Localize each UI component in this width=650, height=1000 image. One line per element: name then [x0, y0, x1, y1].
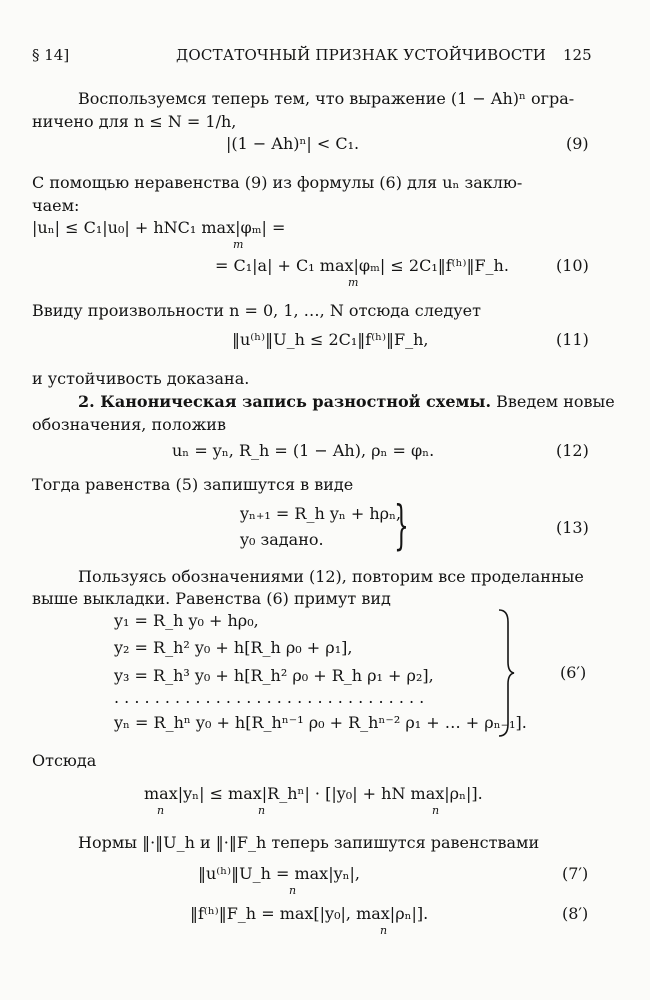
paragraph-line: ничено для n ≤ N = 1/h, [32, 112, 237, 131]
paragraph-line: Воспользуемся теперь тем, что выражение (1 − Ah)ⁿ огра- [78, 89, 575, 108]
right-brace: } [394, 496, 409, 556]
equation-6p-line: y₂ = R_h² y₀ + h[R_h ρ₀ + ρ₁], [114, 638, 353, 657]
max-subscript: n [289, 884, 297, 897]
right-brace [496, 608, 516, 738]
ellipsis-row: . . . . . . . . . . . . . . . . . . . . . . . . . . . . . . . [114, 688, 425, 707]
equation-label: (13) [556, 518, 589, 537]
paragraph-line: С помощью неравенства (9) из формулы (6) для uₙ заклю- [32, 173, 523, 192]
section-number: § 14] [32, 46, 70, 64]
equation-label: (12) [556, 441, 589, 460]
equation-10-line2: = C₁|a| + C₁ max|φₘ| ≤ 2C₁‖f⁽ʰ⁾‖F_h. [215, 256, 509, 275]
equation-6p-line: y₃ = R_h³ y₀ + h[R_h² ρ₀ + R_h ρ₁ + ρ₂], [114, 666, 434, 685]
max-subscript: n [258, 804, 266, 817]
paragraph-line: Ввиду произвольности n = 0, 1, …, N отсюда следует [32, 301, 481, 320]
equation-13-line2: y₀ задано. [240, 530, 324, 549]
equation-label: (6′) [560, 663, 587, 682]
paragraph-line: Отсюда [32, 751, 97, 770]
subsection-heading: 2. Каноническая запись разностной схемы. [78, 392, 492, 411]
equation-label: (7′) [562, 864, 589, 883]
equation-11: ‖u⁽ʰ⁾‖U_h ≤ 2C₁‖f⁽ʰ⁾‖F_h, [232, 330, 429, 349]
equation-label: (11) [556, 330, 589, 349]
equation-13-line1: yₙ₊₁ = R_h yₙ + hρₙ, [240, 504, 402, 523]
paragraph-line: и устойчивость доказана. [32, 369, 250, 388]
paragraph-line: выше выкладки. Равенства (6) примут вид [32, 589, 391, 608]
equation-6p-line: yₙ = R_hⁿ y₀ + h[R_hⁿ⁻¹ ρ₀ + R_hⁿ⁻² ρ₁ + … + ρₙ₋₁]. [114, 713, 527, 732]
max-subscript: m [348, 276, 359, 289]
equation-label: (10) [556, 256, 589, 275]
paragraph-text: Введем новые [491, 392, 615, 411]
equation-8p: ‖f⁽ʰ⁾‖F_h = max[|y₀|, max|ρₙ|]. [190, 904, 429, 923]
equation-label: (9) [566, 134, 589, 153]
equation-max: max|yₙ| ≤ max|R_hⁿ| · [|y₀| + hN max|ρₙ|]. [144, 784, 483, 803]
equation-label: (8′) [562, 904, 589, 923]
equation-9: |(1 − Ah)ⁿ| < C₁. [226, 134, 360, 153]
equation-12: uₙ = yₙ, R_h = (1 − Ah), ρₙ = φₙ. [172, 441, 435, 460]
paragraph-line [78, 391, 615, 413]
equation-10-line1: |uₙ| ≤ C₁|u₀| + hNC₁ max|φₘ| = [32, 218, 286, 237]
paragraph-line: чаем: [32, 196, 80, 215]
max-subscript: n [380, 924, 388, 937]
max-subscript: n [432, 804, 440, 817]
equation-7p: ‖u⁽ʰ⁾‖U_h = max|yₙ|, [198, 864, 361, 883]
max-subscript: n [157, 804, 165, 817]
max-subscript: m [233, 238, 244, 251]
paragraph-line: Тогда равенства (5) запишутся в виде [32, 475, 354, 494]
running-title: ДОСТАТОЧНЫЙ ПРИЗНАК УСТОЙЧИВОСТИ [176, 46, 546, 64]
paragraph-line: Нормы ‖·‖U_h и ‖·‖F_h теперь запишутся равенствами [78, 833, 540, 852]
paragraph-line: Пользуясь обозначениями (12), повторим все проделанные [78, 567, 584, 586]
equation-6p-line: y₁ = R_h y₀ + hρ₀, [114, 611, 259, 630]
page-number: 125 [563, 46, 592, 64]
paragraph-line: обозначения, положив [32, 415, 226, 434]
